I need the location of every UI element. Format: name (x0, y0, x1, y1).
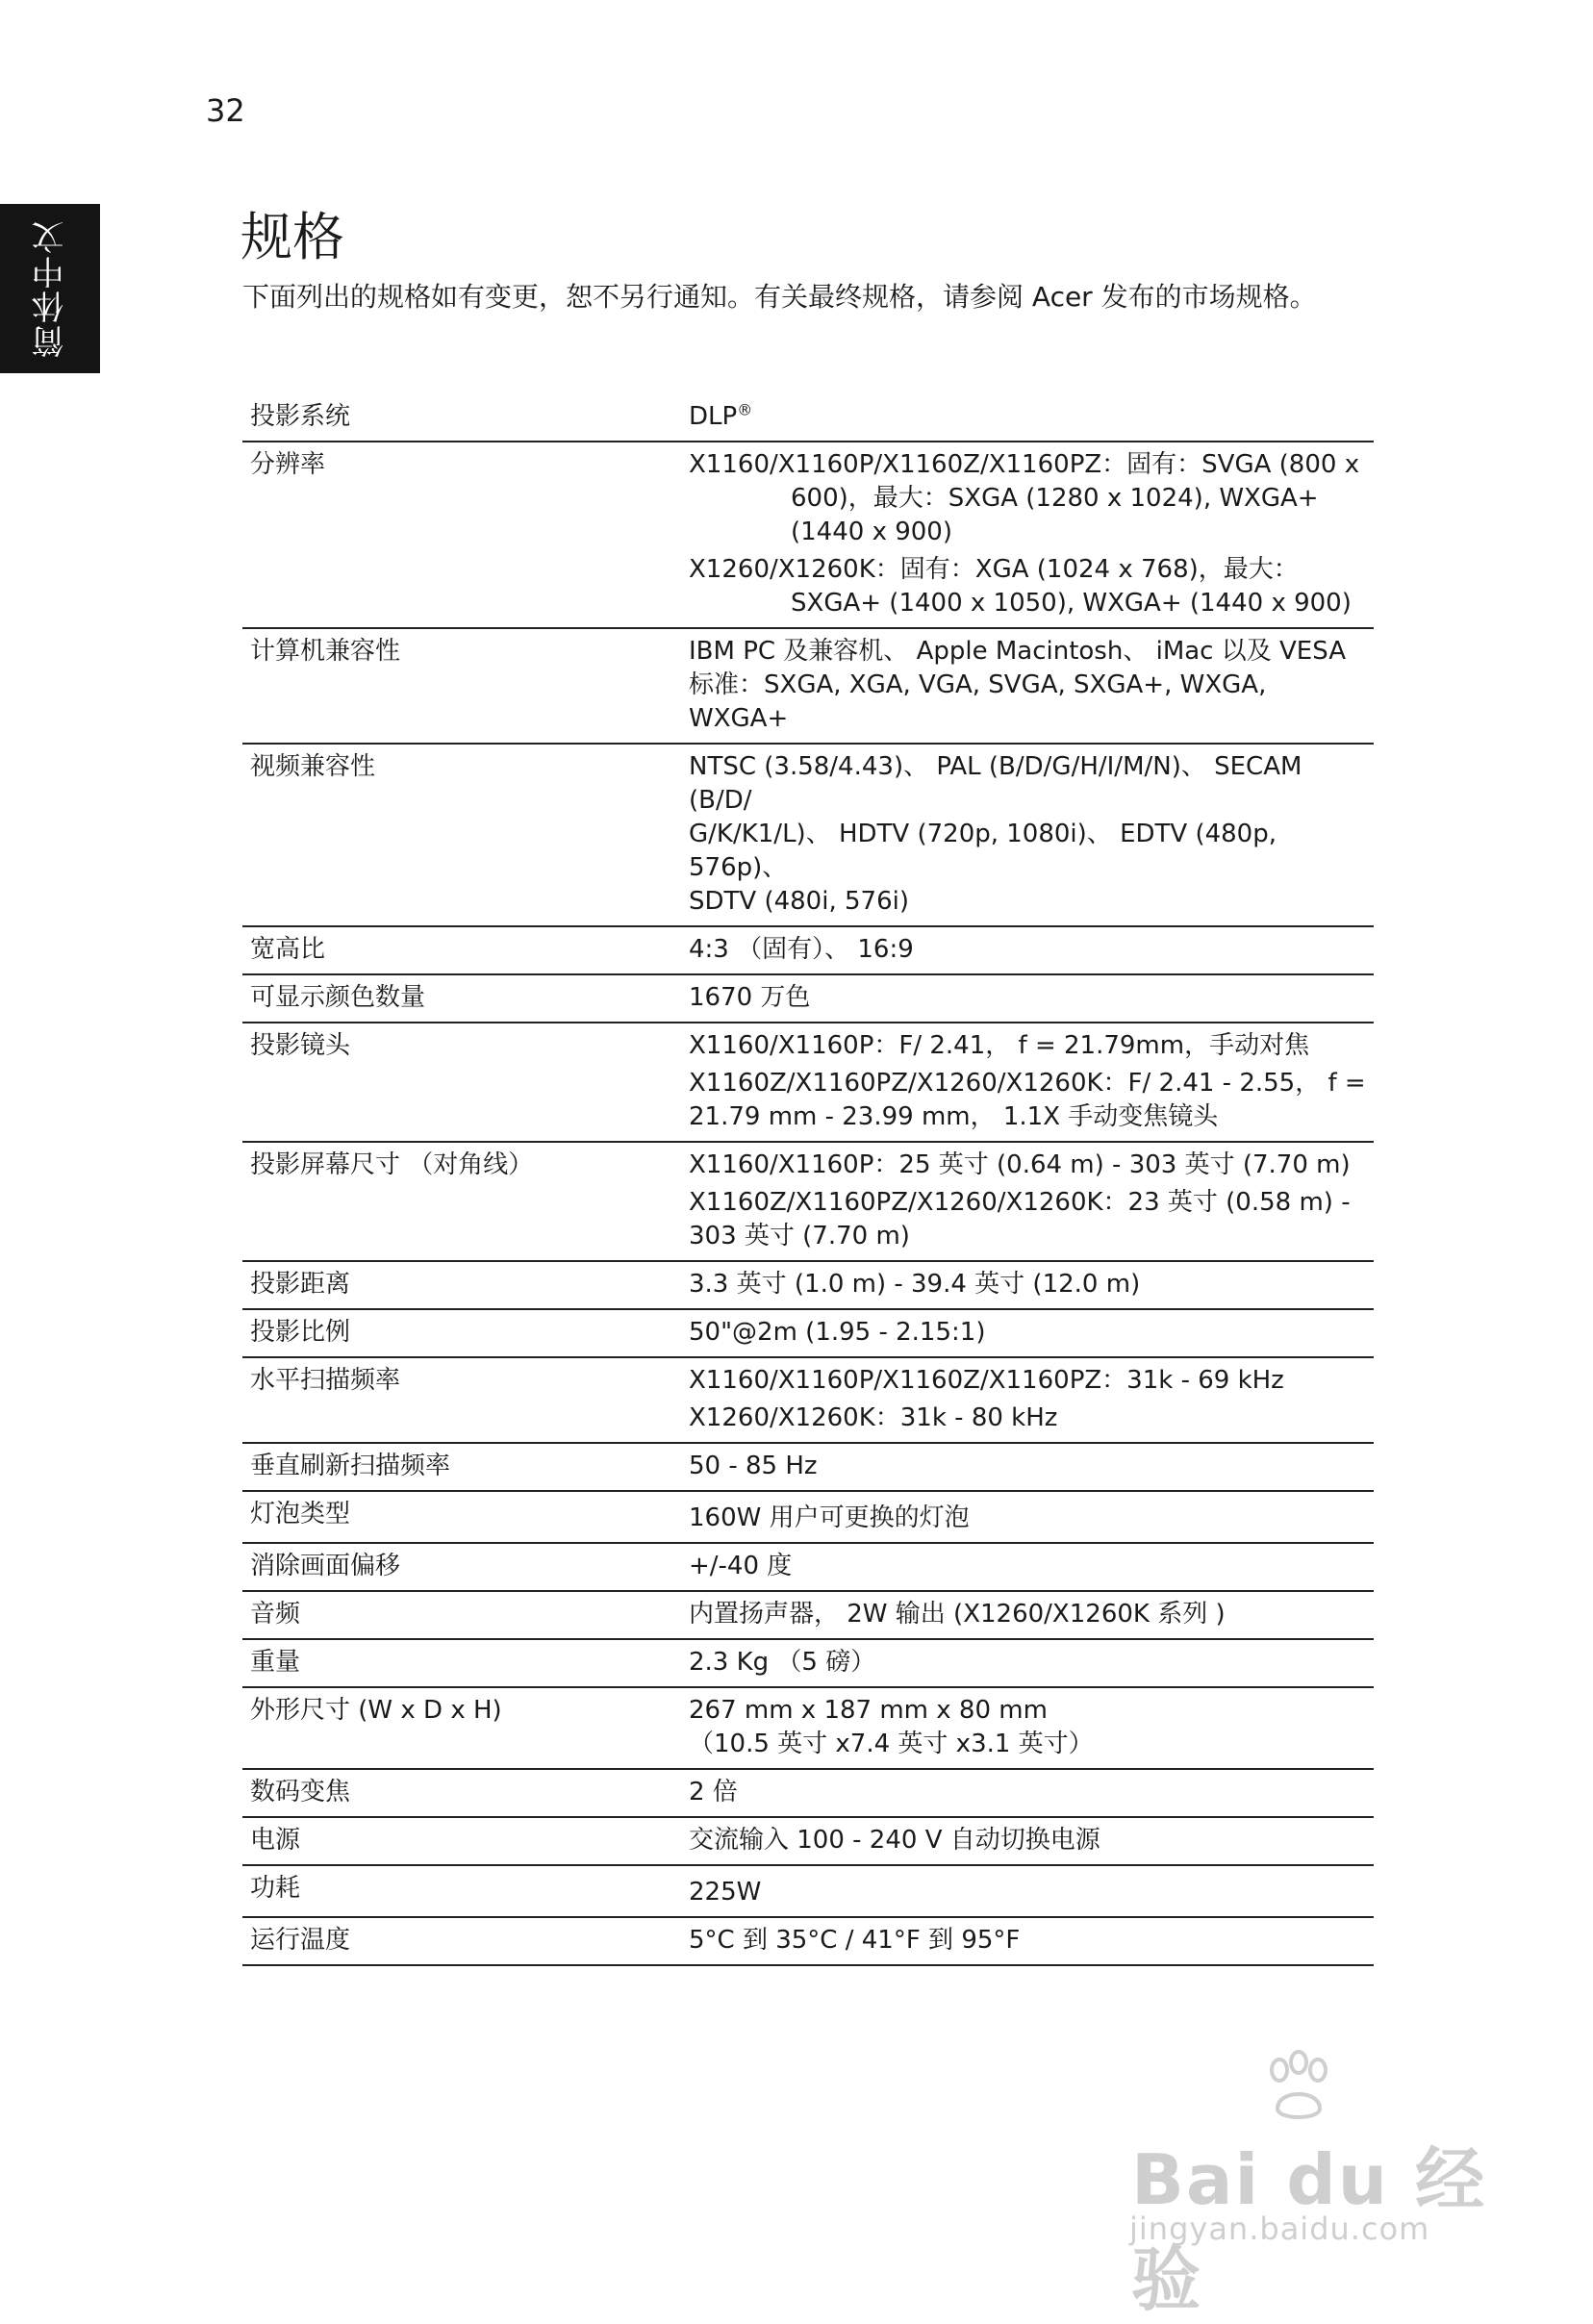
spec-value (681, 1865, 1374, 1917)
spec-value-text: 600)，最大：SXGA (1280 x 1024), WXGA+ (791, 484, 1319, 513)
spec-value (681, 1639, 1374, 1687)
spec-label: 可显示颜色数量 (242, 974, 681, 1023)
spec-label: 灯泡类型 (242, 1491, 681, 1543)
spec-value-line (689, 1220, 1366, 1253)
spec-value (681, 1142, 1374, 1261)
spec-label: 计算机兼容性 (242, 628, 681, 744)
spec-value-text: 50"@2m (1.95 - 2.15:1) (689, 1318, 986, 1347)
spec-value (681, 744, 1374, 926)
spec-row (242, 1687, 1374, 1769)
spec-label: 视频兼容性 (242, 744, 681, 926)
spec-value-text: 2 倍 (689, 1778, 738, 1806)
spec-value (681, 442, 1374, 628)
spec-value-line (689, 933, 1366, 967)
spec-label: 投影比例 (242, 1309, 681, 1357)
spec-label: 水平扫描频率 (242, 1357, 681, 1443)
spec-row (242, 1261, 1374, 1309)
spec-label: 重量 (242, 1639, 681, 1687)
spec-value (681, 1023, 1374, 1142)
spec-value-line (689, 1067, 1366, 1100)
spec-value (681, 394, 1374, 442)
spec-value-text: WXGA+ (689, 704, 789, 733)
page-title: 规格 (240, 207, 344, 267)
spec-value-text: 标准：SXGA, XGA, VGA, SVGA, SXGA+, WXGA, (689, 670, 1267, 699)
spec-value-text: 21.79 mm - 23.99 mm， 1.1X 手动变焦镜头 (689, 1102, 1219, 1131)
spec-value-line (689, 702, 1366, 736)
spec-value-text: SXGA+ (1400 x 1050), WXGA+ (1440 x 900) (791, 589, 1352, 618)
spec-row (242, 1142, 1374, 1261)
spec-value-line (689, 635, 1366, 669)
spec-value (681, 1357, 1374, 1443)
spec-value (681, 1443, 1374, 1491)
spec-value-text: 5°C 到 35°C / 41°F 到 95°F (689, 1926, 1021, 1955)
spec-value (681, 1591, 1374, 1639)
spec-label: 垂直刷新扫描频率 (242, 1443, 681, 1491)
spec-value (681, 1817, 1374, 1865)
spec-value-text: X1160/X1160P：F/ 2.41， f = 21.79mm，手动对焦 (689, 1031, 1310, 1060)
spec-row (242, 974, 1374, 1023)
spec-value-text: X1160Z/X1160PZ/X1260/X1260K：23 英寸 (0.58 m) - (689, 1188, 1351, 1217)
spec-value-line (689, 516, 1366, 549)
spec-value-line (689, 1502, 1366, 1535)
spec-value (681, 1687, 1374, 1769)
spec-value-line (689, 1550, 1366, 1583)
language-side-tab (0, 204, 100, 373)
spec-value (681, 1543, 1374, 1591)
spec-row (242, 1491, 1374, 1543)
spec-row (242, 1639, 1374, 1687)
spec-label: 功耗 (242, 1865, 681, 1917)
spec-value-line (689, 1728, 1366, 1761)
spec-row (242, 1443, 1374, 1491)
baidu-watermark (1125, 2049, 1510, 2320)
spec-value-line (689, 448, 1366, 482)
spec-row (242, 744, 1374, 926)
spec-value-line (689, 1149, 1366, 1182)
spec-label: 投影距离 (242, 1261, 681, 1309)
spec-value (681, 1917, 1374, 1965)
spec-value-line (689, 1924, 1366, 1958)
spec-value-line (689, 1646, 1366, 1680)
spec-value-text: X1160/X1160P/X1160Z/X1160PZ：固有：SVGA (800 x (689, 450, 1360, 479)
spec-value-text: 303 英寸 (7.70 m) (689, 1222, 910, 1250)
spec-value-text: SDTV (480i, 576i) (689, 887, 909, 916)
intro-paragraph: 下面列出的规格如有变更，恕不另行通知。有关最终规格，请参阅 Acer 发布的市场规格。 (242, 281, 1317, 313)
watermark-brand: Bai du 经验 (1131, 2139, 1487, 2320)
spec-value-text: IBM PC 及兼容机、 Apple Macintosh、 iMac 以及 VESA (689, 637, 1346, 666)
spec-label: 数码变焦 (242, 1769, 681, 1817)
spec-value-text: X1160/X1160P/X1160Z/X1160PZ：31k - 69 kHz (689, 1366, 1284, 1395)
spec-row (242, 1769, 1374, 1817)
spec-value-text: 1670 万色 (689, 983, 811, 1012)
spec-value-text: DLP (689, 402, 738, 431)
spec-value-line (689, 1364, 1366, 1398)
spec-value-text: X1160/X1160P：25 英寸 (0.64 m) - 303 英寸 (7.70 m) (689, 1150, 1351, 1179)
spec-row (242, 442, 1374, 628)
spec-label: 外形尺寸 (W x D x H) (242, 1687, 681, 1769)
spec-label: 宽高比 (242, 926, 681, 974)
spec-value (681, 1309, 1374, 1357)
spec-value-line (689, 750, 1366, 818)
spec-row (242, 926, 1374, 974)
spec-row (242, 1591, 1374, 1639)
spec-value-text: G/K/K1/L)、 HDTV (720p, 1080i)、 EDTV (480p, 576p)、 (689, 820, 1277, 882)
spec-row (242, 1817, 1374, 1865)
spec-value-line (689, 1450, 1366, 1483)
spec-value (681, 1261, 1374, 1309)
spec-value-line (689, 818, 1366, 885)
spec-value-text: 225W (689, 1878, 762, 1907)
watermark-url: jingyan.baidu.com (1129, 2210, 1430, 2247)
spec-label: 投影镜头 (242, 1023, 681, 1142)
spec-row (242, 1309, 1374, 1357)
spec-value-line (689, 400, 1366, 434)
spec-value-line (689, 1694, 1366, 1728)
spec-label: 投影屏幕尺寸 （对角线） (242, 1142, 681, 1261)
spec-value-text: 4:3 （固有）、 16:9 (689, 935, 914, 964)
spec-label: 分辨率 (242, 442, 681, 628)
spec-value (681, 1769, 1374, 1817)
spec-value-text: 2.3 Kg （5 磅） (689, 1648, 876, 1677)
spec-label: 运行温度 (242, 1917, 681, 1965)
spec-value (681, 926, 1374, 974)
spec-row (242, 1917, 1374, 1965)
spec-value-text: X1260/X1260K：固有：XGA (1024 x 768)，最大： (689, 555, 1299, 584)
spec-value-text: 内置扬声器， 2W 输出 (X1260/X1260K 系列 ) (689, 1600, 1226, 1629)
spec-value (681, 628, 1374, 744)
spec-value-line (689, 1316, 1366, 1350)
spec-value-line (689, 482, 1366, 516)
spec-label: 音频 (242, 1591, 681, 1639)
spec-value-text: X1160Z/X1160PZ/X1260/X1260K：F/ 2.41 - 2.55， f = (689, 1069, 1366, 1098)
spec-value-text: 3.3 英寸 (1.0 m) - 39.4 英寸 (12.0 m) (689, 1270, 1141, 1299)
spec-row (242, 1023, 1374, 1142)
paw-icon (1260, 2049, 1337, 2126)
spec-value (681, 1491, 1374, 1543)
spec-value-line (689, 1776, 1366, 1809)
spec-value-line (689, 981, 1366, 1015)
spec-value-text: 267 mm x 187 mm x 80 mm (689, 1696, 1048, 1725)
spec-value-text: NTSC (3.58/4.43)、 PAL (B/D/G/H/I/M/N)、 SECAM (B/D/ (689, 752, 1302, 815)
spec-value-line (689, 1598, 1366, 1631)
registered-mark: ® (737, 400, 753, 419)
spec-value-line (689, 1029, 1366, 1063)
spec-row (242, 394, 1374, 442)
spec-value-text: 160W 用户可更换的灯泡 (689, 1503, 970, 1532)
spec-row (242, 1357, 1374, 1443)
spec-value (681, 974, 1374, 1023)
language-label: 简体中文 (31, 219, 70, 358)
spec-table-body (242, 394, 1374, 1965)
spec-value-text: +/-40 度 (689, 1552, 793, 1580)
spec-value-text: (1440 x 900) (791, 518, 952, 546)
spec-value-line (689, 1268, 1366, 1301)
spec-value-line (689, 1876, 1366, 1909)
spec-label: 电源 (242, 1817, 681, 1865)
spec-value-line (689, 1100, 1366, 1134)
spec-value-line (689, 1186, 1366, 1220)
spec-value-text: 交流输入 100 - 240 V 自动切换电源 (689, 1826, 1100, 1855)
spec-value-line (689, 1402, 1366, 1435)
page-number: 32 (206, 92, 245, 129)
spec-value-line (689, 885, 1366, 919)
spec-table (242, 394, 1374, 1966)
spec-value-line (689, 553, 1366, 587)
spec-row (242, 628, 1374, 744)
spec-row (242, 1543, 1374, 1591)
spec-value-text: 50 - 85 Hz (689, 1452, 818, 1480)
spec-value-text: X1260/X1260K：31k - 80 kHz (689, 1403, 1058, 1432)
spec-value-line (689, 669, 1366, 702)
spec-label: 消除画面偏移 (242, 1543, 681, 1591)
spec-value-line (689, 1824, 1366, 1857)
spec-value-text: （10.5 英寸 x7.4 英寸 x3.1 英寸） (689, 1730, 1094, 1758)
spec-row (242, 1865, 1374, 1917)
spec-value-line (689, 587, 1366, 620)
spec-label: 投影系统 (242, 394, 681, 442)
